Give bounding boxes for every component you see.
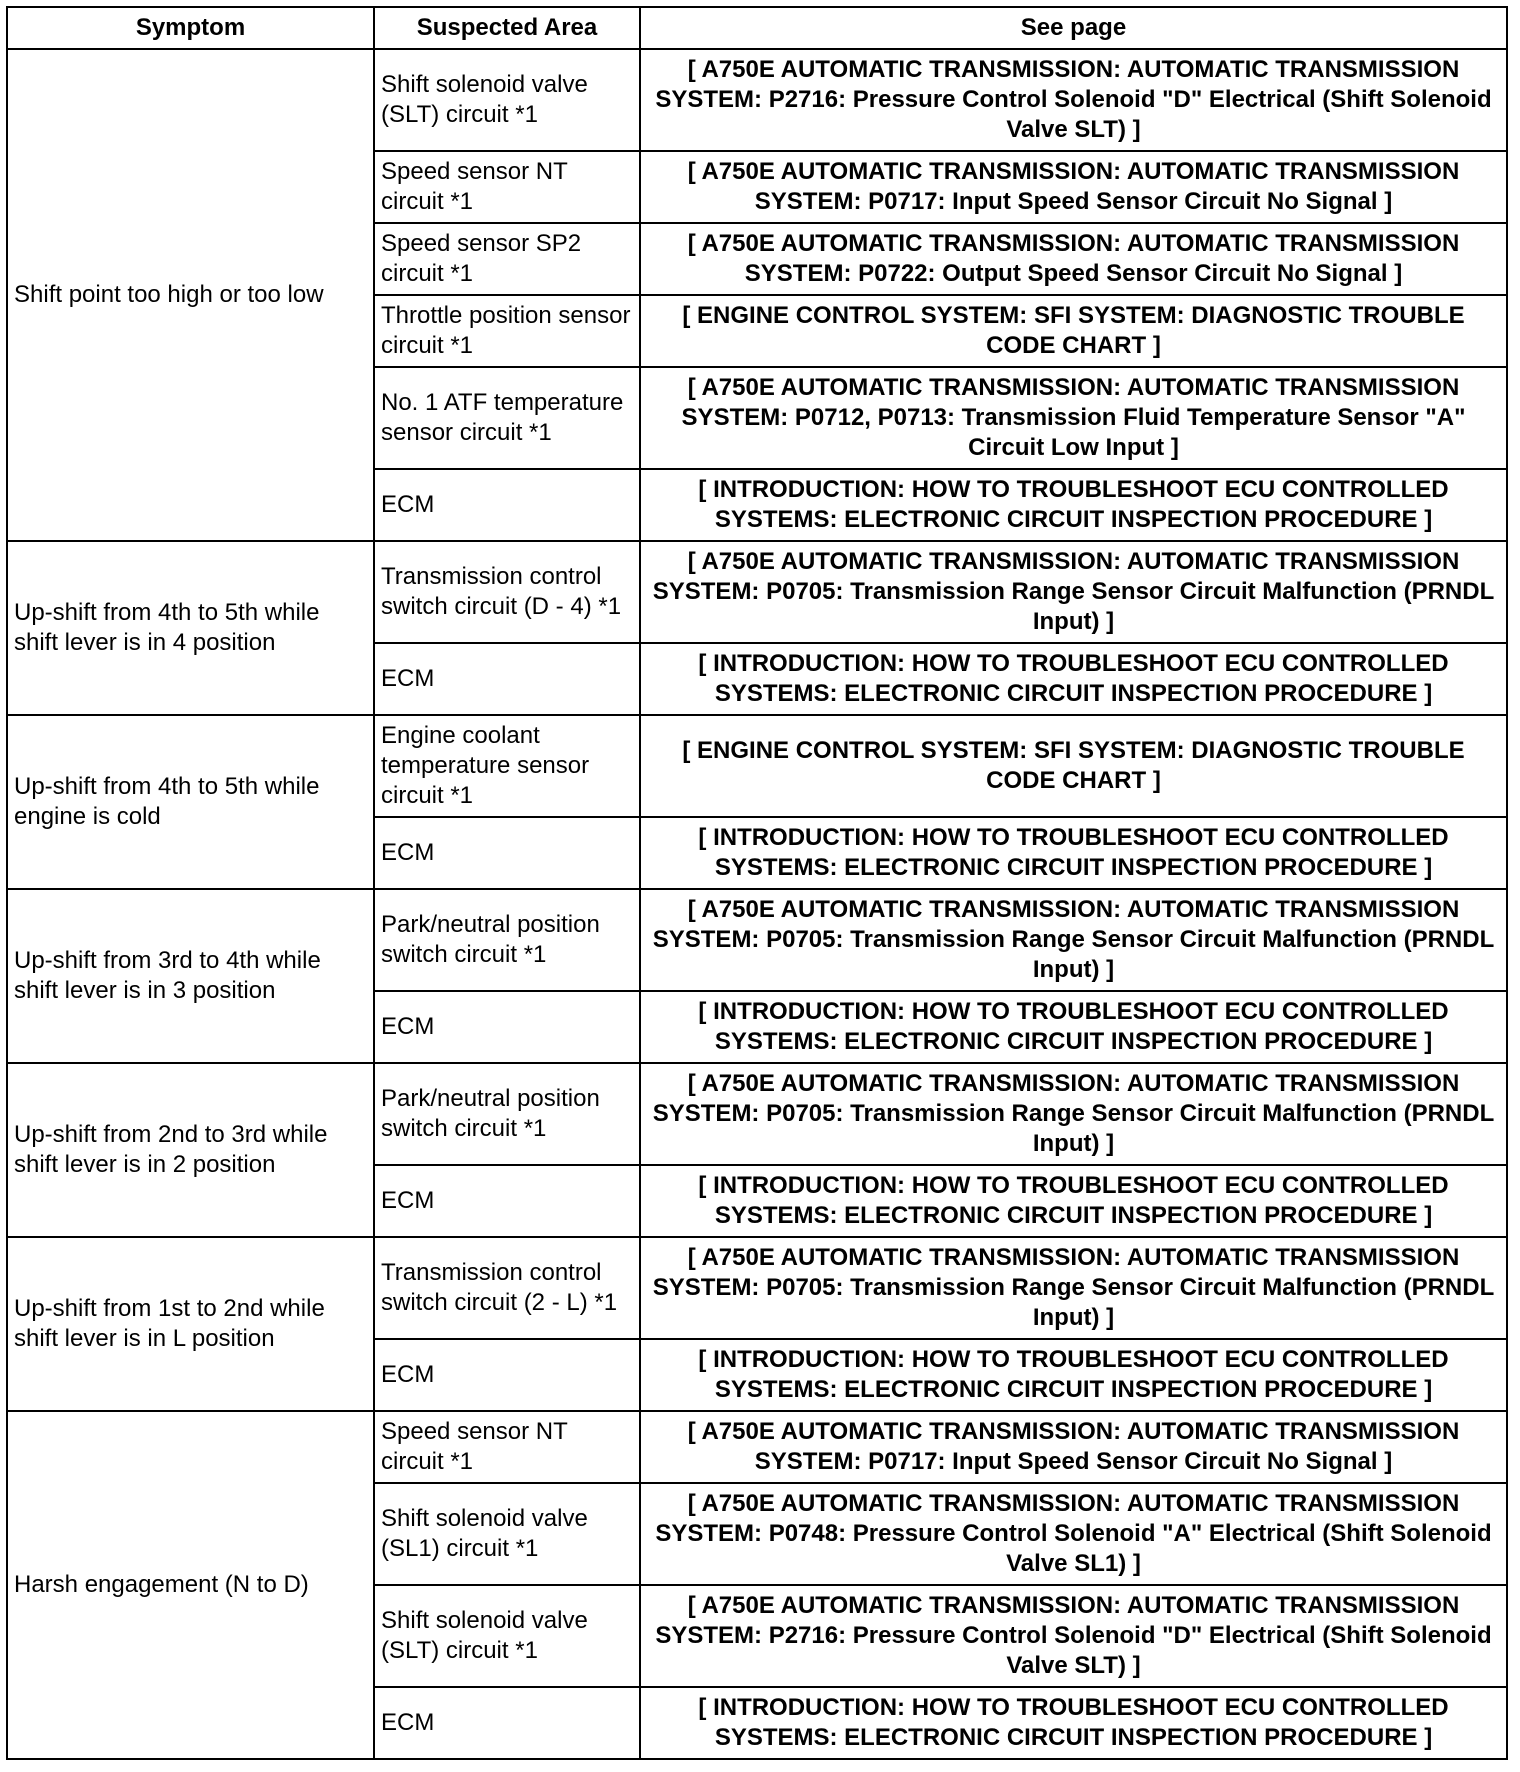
see-page-cell: [ INTRODUCTION: HOW TO TROUBLESHOOT ECU CONTROLLED SYSTEMS: ELECTRONIC CIRCUIT INSPECTION PROCEDURE ] (640, 1165, 1507, 1237)
header-symptom: Symptom (7, 7, 374, 49)
suspected-area-cell: Speed sensor SP2 circuit *1 (374, 223, 640, 295)
see-page-cell: [ A750E AUTOMATIC TRANSMISSION: AUTOMATIC TRANSMISSION SYSTEM: P0712, P0713: Transmission Fluid Temperature Sensor "A" Circuit Low Input ] (640, 367, 1507, 469)
table-row (7, 1411, 1507, 1483)
symptom-cell: Shift point too high or too low (7, 49, 374, 541)
see-page-cell: [ A750E AUTOMATIC TRANSMISSION: AUTOMATIC TRANSMISSION SYSTEM: P0705: Transmission Range Sensor Circuit Malfunction (PRNDL Input) ] (640, 541, 1507, 643)
see-page-cell: [ A750E AUTOMATIC TRANSMISSION: AUTOMATIC TRANSMISSION SYSTEM: P2716: Pressure Control Solenoid "D" Electrical (Shift Solenoid Valve SLT) ] (640, 49, 1507, 151)
suspected-area-cell: Park/neutral position switch circuit *1 (374, 889, 640, 991)
header-see-page: See page (640, 7, 1507, 49)
suspected-area-cell: Shift solenoid valve (SL1) circuit *1 (374, 1483, 640, 1585)
table-row (7, 889, 1507, 991)
see-page-cell: [ A750E AUTOMATIC TRANSMISSION: AUTOMATIC TRANSMISSION SYSTEM: P0705: Transmission Range Sensor Circuit Malfunction (PRNDL Input) ] (640, 1237, 1507, 1339)
suspected-area-cell: Park/neutral position switch circuit *1 (374, 1063, 640, 1165)
suspected-area-cell: Transmission control switch circuit (2 - L) *1 (374, 1237, 640, 1339)
suspected-area-cell: ECM (374, 643, 640, 715)
table-row (7, 1237, 1507, 1339)
table-row (7, 49, 1507, 151)
see-page-cell: [ INTRODUCTION: HOW TO TROUBLESHOOT ECU CONTROLLED SYSTEMS: ELECTRONIC CIRCUIT INSPECTION PROCEDURE ] (640, 469, 1507, 541)
suspected-area-cell: Speed sensor NT circuit *1 (374, 151, 640, 223)
suspected-area-cell: Shift solenoid valve (SLT) circuit *1 (374, 49, 640, 151)
see-page-cell: [ INTRODUCTION: HOW TO TROUBLESHOOT ECU CONTROLLED SYSTEMS: ELECTRONIC CIRCUIT INSPECTION PROCEDURE ] (640, 1339, 1507, 1411)
symptom-cell: Harsh engagement (N to D) (7, 1411, 374, 1759)
header-suspected-area: Suspected Area (374, 7, 640, 49)
symptom-cell: Up-shift from 4th to 5th while engine is cold (7, 715, 374, 889)
see-page-cell: [ INTRODUCTION: HOW TO TROUBLESHOOT ECU CONTROLLED SYSTEMS: ELECTRONIC CIRCUIT INSPECTION PROCEDURE ] (640, 991, 1507, 1063)
suspected-area-cell: ECM (374, 1165, 640, 1237)
see-page-cell: [ INTRODUCTION: HOW TO TROUBLESHOOT ECU CONTROLLED SYSTEMS: ELECTRONIC CIRCUIT INSPECTION PROCEDURE ] (640, 817, 1507, 889)
suspected-area-cell: ECM (374, 991, 640, 1063)
see-page-cell: [ A750E AUTOMATIC TRANSMISSION: AUTOMATIC TRANSMISSION SYSTEM: P0722: Output Speed Sensor Circuit No Signal ] (640, 223, 1507, 295)
see-page-cell: [ A750E AUTOMATIC TRANSMISSION: AUTOMATIC TRANSMISSION SYSTEM: P0705: Transmission Range Sensor Circuit Malfunction (PRNDL Input) ] (640, 889, 1507, 991)
see-page-cell: [ A750E AUTOMATIC TRANSMISSION: AUTOMATIC TRANSMISSION SYSTEM: P0705: Transmission Range Sensor Circuit Malfunction (PRNDL Input) ] (640, 1063, 1507, 1165)
see-page-cell: [ INTRODUCTION: HOW TO TROUBLESHOOT ECU CONTROLLED SYSTEMS: ELECTRONIC CIRCUIT INSPECTION PROCEDURE ] (640, 643, 1507, 715)
troubleshooting-table (6, 6, 1508, 1760)
see-page-cell: [ ENGINE CONTROL SYSTEM: SFI SYSTEM: DIAGNOSTIC TROUBLE CODE CHART ] (640, 715, 1507, 817)
symptom-cell: Up-shift from 1st to 2nd while shift lever is in L position (7, 1237, 374, 1411)
see-page-cell: [ A750E AUTOMATIC TRANSMISSION: AUTOMATIC TRANSMISSION SYSTEM: P0717: Input Speed Sensor Circuit No Signal ] (640, 1411, 1507, 1483)
symptom-cell: Up-shift from 2nd to 3rd while shift lever is in 2 position (7, 1063, 374, 1237)
see-page-cell: [ A750E AUTOMATIC TRANSMISSION: AUTOMATIC TRANSMISSION SYSTEM: P0748: Pressure Control Solenoid "A" Electrical (Shift Solenoid Valve SL1) ] (640, 1483, 1507, 1585)
table-row (7, 1063, 1507, 1165)
header-row (7, 7, 1507, 49)
see-page-cell: [ A750E AUTOMATIC TRANSMISSION: AUTOMATIC TRANSMISSION SYSTEM: P2716: Pressure Control Solenoid "D" Electrical (Shift Solenoid Valve SLT) ] (640, 1585, 1507, 1687)
table-row (7, 715, 1507, 817)
suspected-area-cell: Engine coolant temperature sensor circuit *1 (374, 715, 640, 817)
suspected-area-cell: ECM (374, 469, 640, 541)
suspected-area-cell: Transmission control switch circuit (D - 4) *1 (374, 541, 640, 643)
symptom-cell: Up-shift from 3rd to 4th while shift lever is in 3 position (7, 889, 374, 1063)
suspected-area-cell: ECM (374, 1687, 640, 1759)
suspected-area-cell: ECM (374, 1339, 640, 1411)
suspected-area-cell: Shift solenoid valve (SLT) circuit *1 (374, 1585, 640, 1687)
see-page-cell: [ ENGINE CONTROL SYSTEM: SFI SYSTEM: DIAGNOSTIC TROUBLE CODE CHART ] (640, 295, 1507, 367)
see-page-cell: [ A750E AUTOMATIC TRANSMISSION: AUTOMATIC TRANSMISSION SYSTEM: P0717: Input Speed Sensor Circuit No Signal ] (640, 151, 1507, 223)
table-row (7, 541, 1507, 643)
suspected-area-cell: No. 1 ATF temperature sensor circuit *1 (374, 367, 640, 469)
see-page-cell: [ INTRODUCTION: HOW TO TROUBLESHOOT ECU CONTROLLED SYSTEMS: ELECTRONIC CIRCUIT INSPECTION PROCEDURE ] (640, 1687, 1507, 1759)
suspected-area-cell: Speed sensor NT circuit *1 (374, 1411, 640, 1483)
suspected-area-cell: Throttle position sensor circuit *1 (374, 295, 640, 367)
symptom-cell: Up-shift from 4th to 5th while shift lever is in 4 position (7, 541, 374, 715)
suspected-area-cell: ECM (374, 817, 640, 889)
